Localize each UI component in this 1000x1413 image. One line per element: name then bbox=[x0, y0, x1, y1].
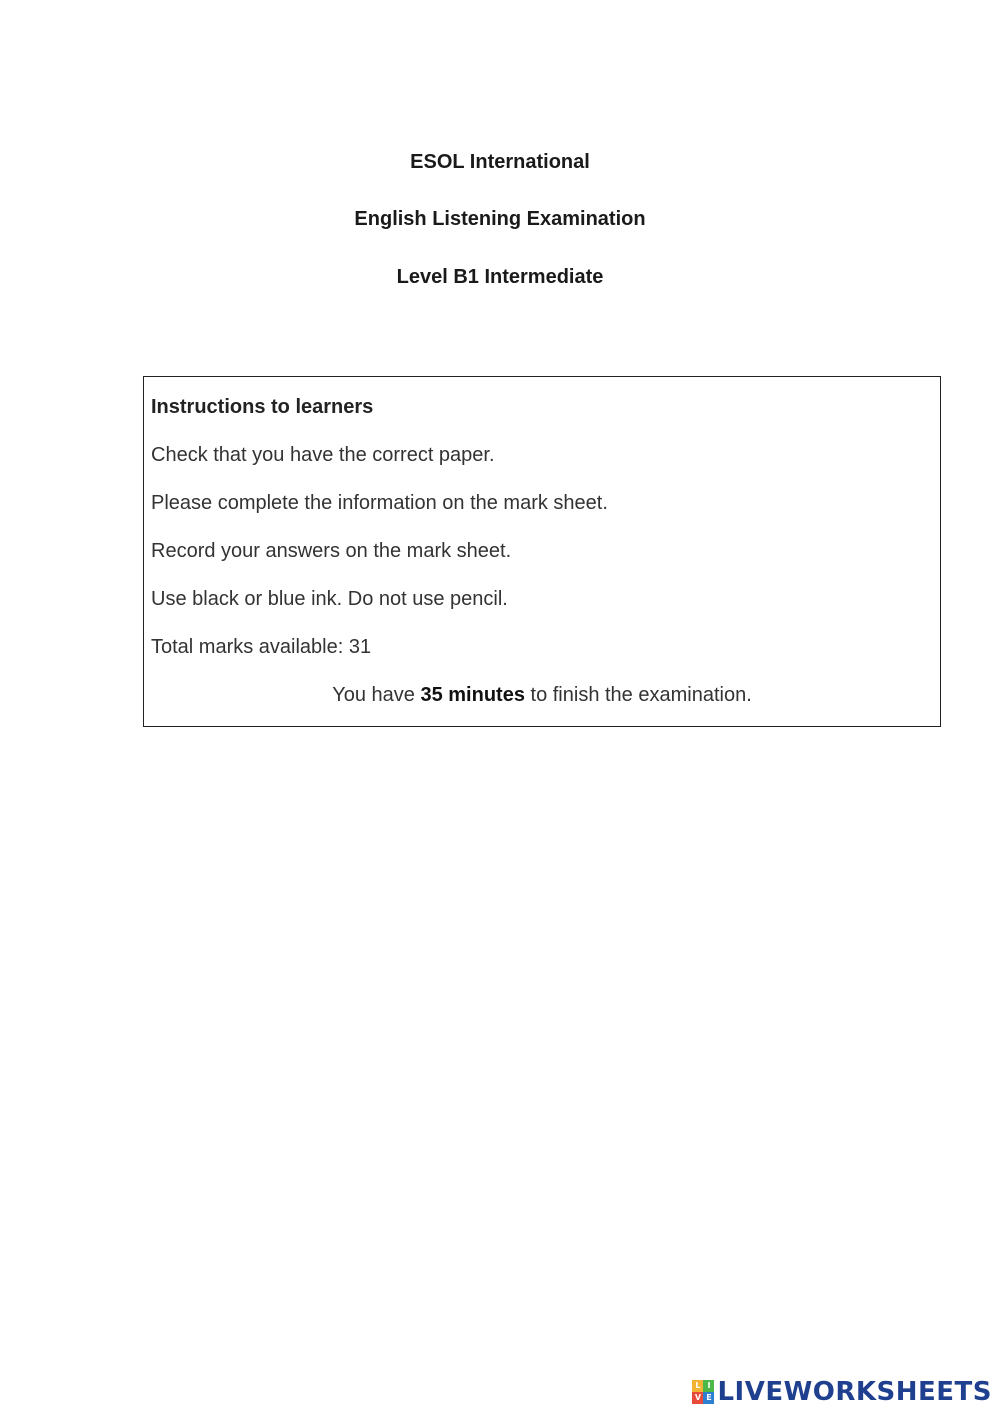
logo-tile-i: I bbox=[703, 1380, 714, 1392]
exam-level-title: Level B1 Intermediate bbox=[396, 266, 604, 288]
liveworksheets-logo-text: LIVEWORKSHEETS bbox=[717, 1377, 992, 1407]
total-marks-line: Total marks available: 31 bbox=[151, 636, 372, 658]
time-note-suffix: to finish the examination. bbox=[524, 684, 752, 706]
logo-tile-l: L bbox=[692, 1380, 703, 1392]
instructions-heading: Instructions to learners bbox=[151, 396, 374, 418]
logo-tile-v: V bbox=[692, 1392, 703, 1404]
instruction-line: Check that you have the correct paper. bbox=[151, 444, 495, 466]
instruction-line: Use black or blue ink. Do not use pencil. bbox=[151, 588, 508, 610]
time-note-prefix: You have bbox=[332, 684, 421, 706]
liveworksheets-logo-icon bbox=[692, 1380, 714, 1404]
time-note-duration: 35 minutes bbox=[420, 684, 525, 706]
exam-provider-title: ESOL International bbox=[410, 151, 590, 173]
instruction-line: Please complete the information on the mark sheet. bbox=[151, 492, 608, 514]
exam-name-title: English Listening Examination bbox=[354, 208, 646, 230]
logo-tile-e: E bbox=[703, 1392, 714, 1404]
instructions-box bbox=[143, 376, 941, 727]
instruction-line: Record your answers on the mark sheet. bbox=[151, 540, 512, 562]
time-limit-note bbox=[144, 683, 940, 707]
liveworksheets-logo bbox=[692, 1377, 992, 1407]
